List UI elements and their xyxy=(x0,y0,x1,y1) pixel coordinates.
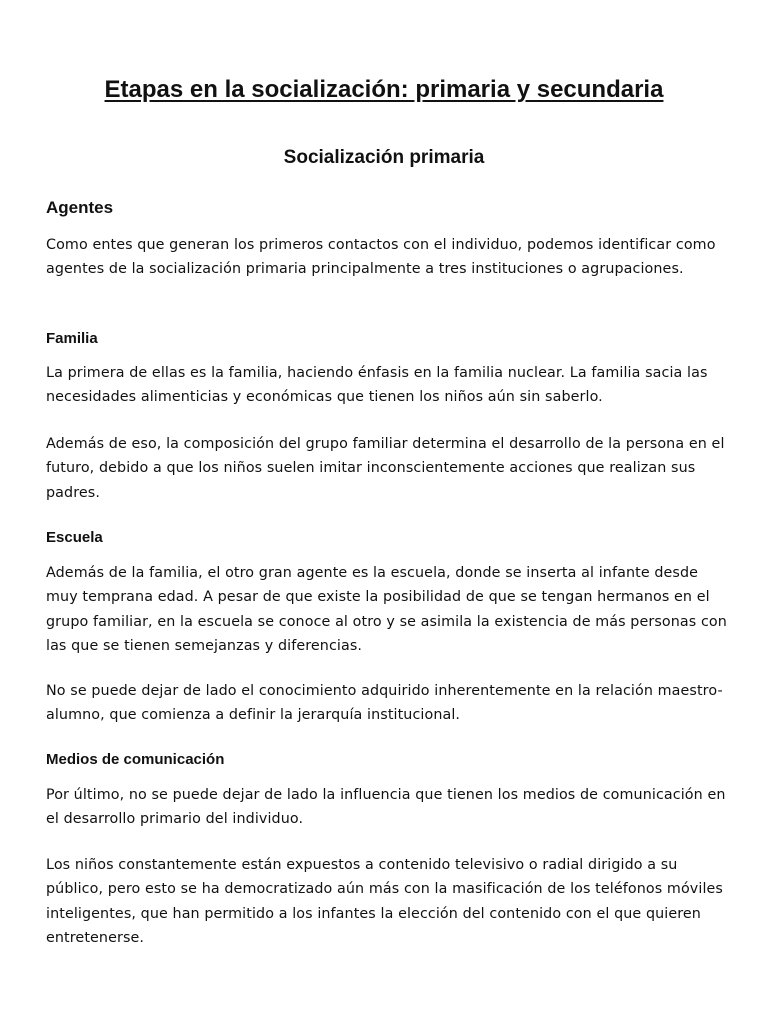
paragraph-medios-1: Por último, no se puede dejar de lado la influencia que tienen los medios de comunicación en el desarrollo primario del individuo. xyxy=(46,787,726,828)
heading-medios: Medios de comunicación xyxy=(46,751,225,768)
paragraph-medios-2: Los niños constantemente están expuestos a contenido televisivo o radial dirigido a su público, pero esto se ha democratizado aún más con la masificación de los teléfonos móviles inteligentes, que han permitido a los infantes la elección del contenido con el que quieren entretenerse. xyxy=(46,857,723,946)
paragraph-agentes-1: Como entes que generan los primeros contactos con el individuo, podemos identificar como agentes de la socialización primaria principalmente a tres instituciones o agrupaciones. xyxy=(46,237,716,278)
heading-agentes: Agentes xyxy=(46,198,114,217)
heading-escuela: Escuela xyxy=(46,529,103,546)
paragraph-familia-2: Además de eso, la composición del grupo familiar determina el desarrollo de la persona en el futuro, debido a que los niños suelen imitar inconscientemente acciones que realizan sus padres. xyxy=(46,436,725,501)
paragraph-escuela-2: No se puede dejar de lado el conocimiento adquirido inherentemente en la relación maestro-alumno, que comienza a definir la jerarquía institucional. xyxy=(46,683,723,724)
paragraph-familia-1: La primera de ellas es la familia, haciendo énfasis en la familia nuclear. La familia sacia las necesidades alimenticias y económicas que tienen los niños aún sin saberlo. xyxy=(46,365,708,406)
document-title: Etapas en la socialización: primaria y secundaria xyxy=(104,76,664,103)
paragraph-escuela-1: Además de la familia, el otro gran agente es la escuela, donde se inserta al infante desde muy temprana edad. A pesar de que existe la posibilidad de que se tengan hermanos en el grupo familiar, en la escuela se conoce al otro y se asimila la existencia de más personas con las que se tienen semejanzas y diferencias. xyxy=(46,565,727,654)
section-title: Socialización primaria xyxy=(283,147,485,168)
heading-familia: Familia xyxy=(46,330,98,347)
